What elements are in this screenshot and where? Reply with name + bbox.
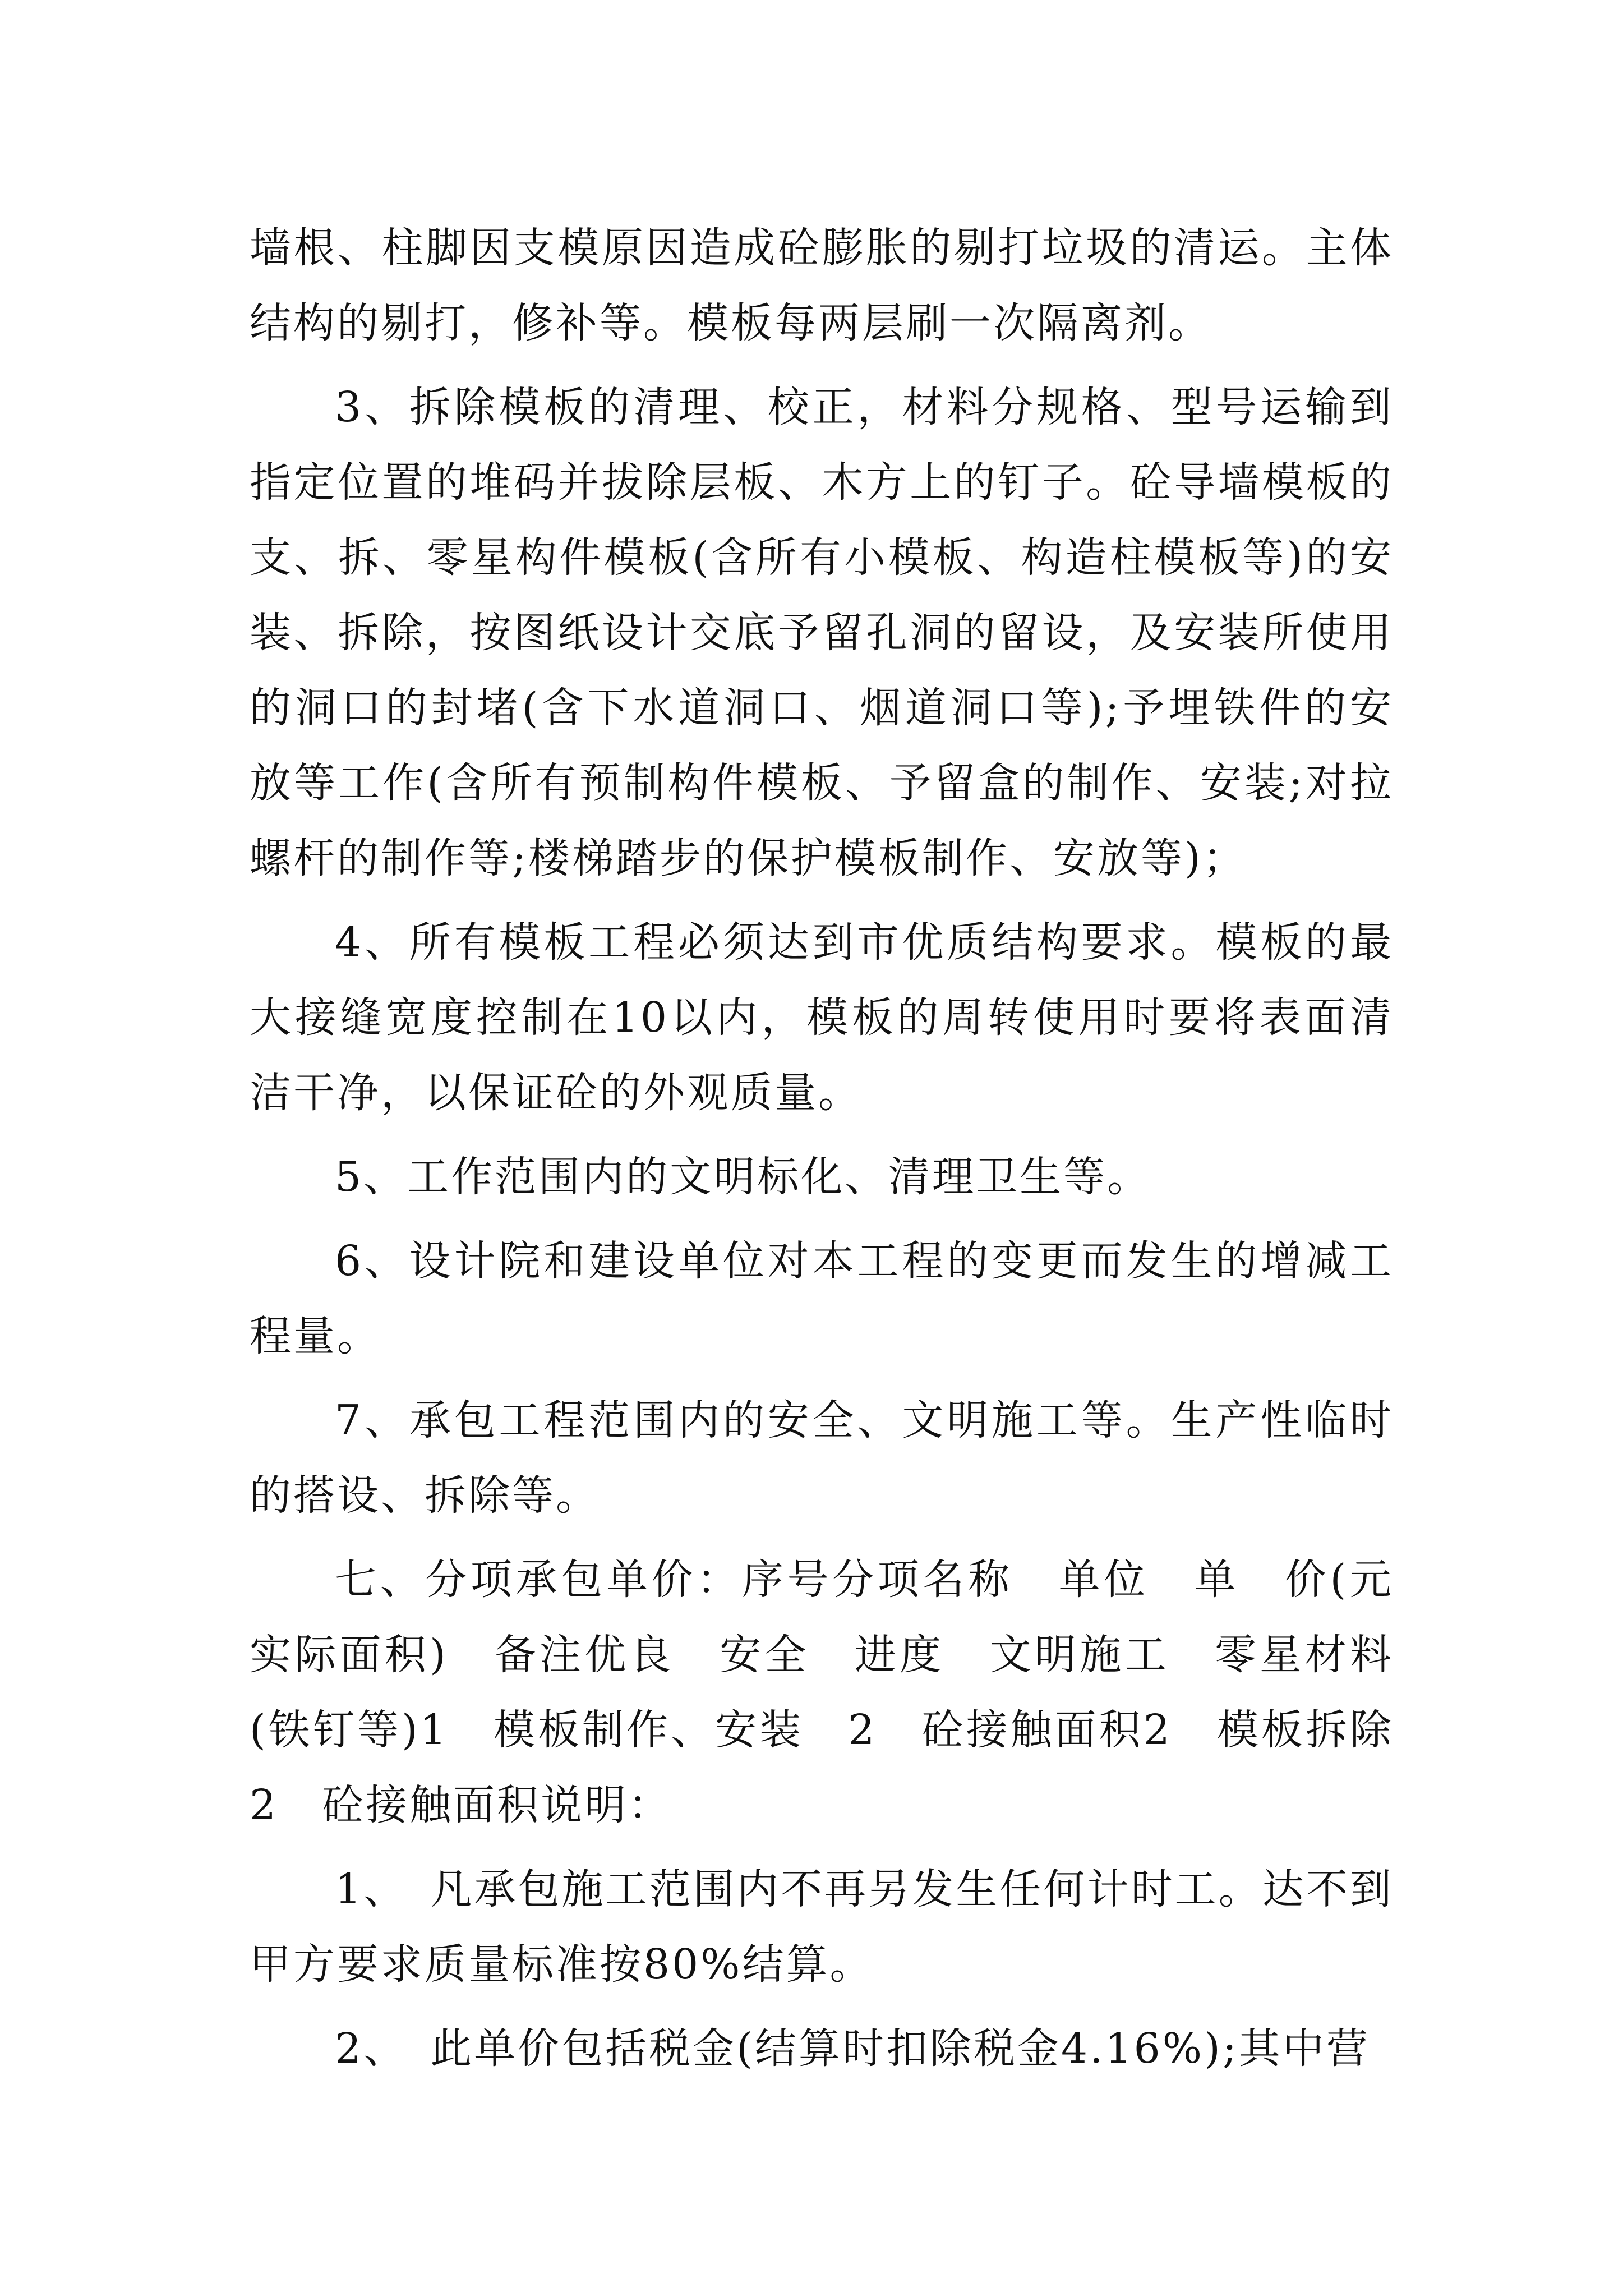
paragraph-note-1: 1、 凡承包施工范围内不再另发生任何计时工。达不到甲方要求质量标准按80%结算。 [250,1865,1394,1989]
document-body [250,210,1437,2095]
paragraph-item-7: 7、承包工程范围内的安全、文明施工等。生产性临时的搭设、拆除等。 [250,1396,1394,1520]
paragraph-note-2: 2、 此单价包括税金(结算时扣除税金4.16%);其中营 [335,2024,1370,2073]
paragraph-item-4: 4、所有模板工程必须达到市优质结构要求。模板的最大接缝宽度控制在10以内，模板的周转使用时要将表面清洁干净，以保证砼的外观质量。 [250,918,1394,1117]
paragraph-item-5: 5、工作范围内的文明标化、清理卫生等。 [335,1153,1151,1201]
paragraph-item-6: 6、设计院和建设单位对本工程的变更而发生的增减工程量。 [250,1237,1394,1360]
paragraph-item-3: 3、拆除模板的清理、校正，材料分规格、型号运输到指定位置的堆码并拔除层板、木方上的钉子。砼导墙模板的支、拆、零星构件模板(含所有小模板、构造柱模板等)的安装、拆除，按图纸设计交底予留孔洞的留设，及安装所使用的洞口的封堵(含下水道洞口、烟道洞口等);予埋铁件的安放等工作(含所有预制构件模板、予留盒的制作、安装;对拉螺杆的制作等;楼梯踏步的保护模板制作、安放等)； [250,383,1394,882]
paragraph-continuation: 墙根、柱脚因支模原因造成砼膨胀的剔打垃圾的清运。主体结构的剔打，修补等。模板每两层刷一次隔离剂。 [250,224,1394,347]
paragraph-unit-prices: 七、分项承包单价：序号分项名称 单位 单 价(元实际面积) 备注优良 安全 进度 文明施工 零星材料(铁钉等)1 模板制作、安装 2 砼接触面积2 模板拆除 2 砼接触面积说明： [250,1556,1437,1829]
